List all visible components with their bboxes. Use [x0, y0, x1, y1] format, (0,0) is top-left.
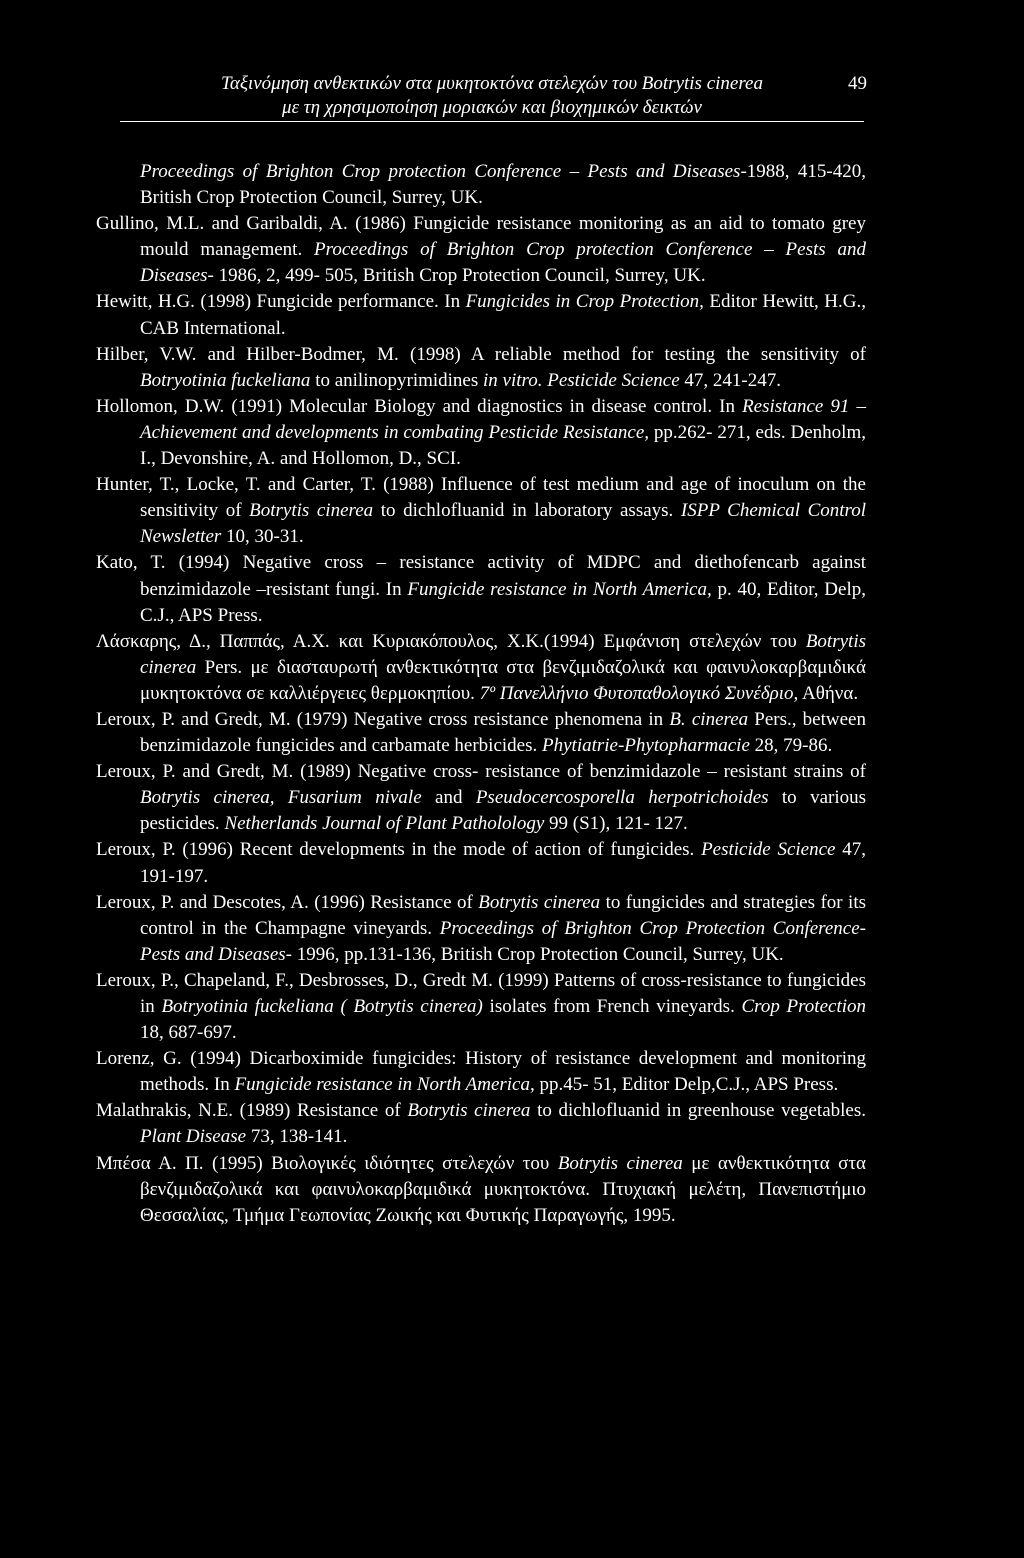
- reference-text: Gullino, M.L. and Garibaldi, A. (1986) Fungicide resistance monitoring as an aid to tomato grey mould management.: [96, 213, 866, 261]
- reference-text: Leroux, P. and Descotes, A. (1996) Resistance of: [96, 891, 479, 913]
- reference-italic-text: Proceedings of Brighton Crop Protection Conference- Pests and Diseases-: [140, 917, 866, 965]
- reference-text: to anilinopyrimidines: [310, 369, 484, 391]
- reference-text: Λάσκαρης, Δ., Παππάς, Α.Χ. και Κυριακόπουλος, Χ.Κ.(1994) Εμφάνιση στελεχών του: [96, 630, 806, 652]
- reference-italic-text: Proceedings of Brighton Crop protection Conference – Pests and Diseases-: [140, 161, 747, 182]
- reference-italic-text: Proceedings of Brighton Crop protection Conference – Pests and Diseases-: [140, 239, 866, 287]
- reference-text: to fungicides and strategies for its control in the Champagne vineyards.: [140, 891, 866, 939]
- reference-text: 73, 138-141.: [246, 1126, 348, 1148]
- reference-italic-text: Pesticide Science: [547, 369, 680, 391]
- reference-text: Hunter, T., Locke, T. and Carter, T. (1988) Influence of test medium and age of inoculum on the sensitivity of: [96, 474, 866, 522]
- reference-italic-text: Botryotinia fuckeliana ( Botrytis cinerea): [161, 996, 483, 1017]
- reference-italic-text: Botrytis cinerea: [249, 500, 374, 522]
- reference-text: 99 (S1), 121- 127.: [544, 813, 688, 835]
- reference-italic-text: 7º Πανελλήνιο Φυτοπαθολογικό Συνέδριο,: [479, 682, 799, 704]
- reference-text: Lorenz, G. (1994) Dicarboximide fungicides: History of resistance development and monitoring methods. In: [96, 1048, 866, 1096]
- reference-italic-text: Botrytis cinerea: [478, 891, 601, 913]
- reference-text: Pers., between benzimidazole fungicides and carbamate herbicides.: [140, 708, 866, 757]
- reference-text: 1988, 415-420, British Crop Protection Council, Surrey, UK.: [140, 161, 867, 209]
- reference-text: Hewitt, H.G. (1998) Fungicide performance. In: [96, 291, 466, 313]
- reference-text: Leroux, P. and Gredt, M. (1989) Negative cross- resistance of benzimidazole – resistant strains of: [96, 761, 866, 783]
- reference-entry: [96, 1046, 866, 1098]
- running-header: [120, 72, 864, 122]
- reference-italic-text: Botrytis cinerea, Fusarium nivale: [140, 787, 422, 809]
- reference-italic-text: Plant Disease: [140, 1126, 247, 1148]
- reference-entry: [96, 890, 866, 968]
- reference-text: pp.45- 51, Editor Delp,C.J., APS Press.: [534, 1074, 839, 1096]
- reference-text: Leroux, P. and Gredt, M. (1979) Negative cross resistance phenomena in: [96, 708, 670, 730]
- reference-italic-text: Crop Protection: [741, 996, 867, 1017]
- reference-text: to dichlofluanid in greenhouse vegetables.: [530, 1100, 867, 1122]
- reference-entry: [96, 472, 866, 550]
- reference-text: Editor Hewitt, H.G., CAB International.: [140, 291, 866, 339]
- reference-text: 47, 191-197.: [140, 839, 866, 887]
- reference-list: [96, 159, 866, 1229]
- reference-italic-text: Resistance 91 – Achievement and developments in combating Pesticide Resistance,: [140, 395, 866, 443]
- reference-text: 47, 241-247.: [679, 369, 781, 391]
- reference-entry: [96, 342, 866, 394]
- reference-entry: [96, 707, 866, 759]
- reference-italic-text: Botrytis cinerea: [407, 1100, 531, 1122]
- page-number: 49: [848, 73, 867, 94]
- reference-text: Malathrakis, N.E. (1989) Resistance of: [96, 1100, 408, 1122]
- reference-text: με ανθεκτικότητα στα βενζιμιδαζολικά και φαινυλοκαρβαμιδικά μυκητοκτόνα. Πτυχιακή μελέτη, Πανεπιστήμιο Θεσσαλίας, Τμήμα Γεωπονίας Ζωικής και Φυτικής Παραγωγής, 1995.: [140, 1152, 867, 1226]
- reference-italic-text: Netherlands Journal of Plant Patholology: [224, 813, 545, 835]
- reference-text: to dichlofluanid in laboratory assays.: [373, 500, 681, 522]
- reference-italic-text: Fungicide resistance in North America,: [234, 1074, 535, 1096]
- reference-text: Kato, T. (1994) Negative cross – resistance activity of MDPC and diethofencarb against benzimidazole –resistant fungi. In: [96, 552, 866, 600]
- reference-text: to various pesticides.: [140, 787, 866, 835]
- reference-text: Pers. με διασταυρωτή ανθεκτικότητα στα βενζιμιδαζολικά και φαινυλοκαρβαμιδικά μυκητοκτόνα σε καλλιέργειες θερμοκηπίου.: [140, 656, 866, 704]
- reference-italic-text: Botrytis cinerea: [140, 630, 866, 678]
- reference-italic-text: Fungicide resistance in North America,: [407, 578, 712, 600]
- reference-text: 18, 687-697.: [140, 1022, 237, 1044]
- header-title-line2: με τη χρησιμοποίηση μοριακών και βιοχημικών δεικτών: [282, 97, 702, 118]
- reference-text: Leroux, P., Chapeland, F., Desbrosses, D., Gredt M. (1999) Patterns of cross-resistance to fungicides in: [96, 969, 866, 1017]
- reference-entry: [96, 1151, 866, 1229]
- reference-text: Hilber, V.W. and Hilber-Bodmer, M. (1998) A reliable method for testing the sensitivity of: [96, 343, 866, 365]
- reference-text: Hollomon, D.W. (1991) Molecular Biology and diagnostics in disease control. In: [96, 395, 743, 417]
- reference-italic-text: in vitro.: [483, 369, 543, 391]
- reference-entry: [96, 629, 866, 707]
- reference-text: p. 40, Editor, Delp, C.J., APS Press.: [140, 578, 866, 626]
- reference-italic-text: ISPP Chemical Control Newsletter: [140, 500, 866, 548]
- reference-entry: [96, 968, 866, 1046]
- reference-entry: [96, 550, 866, 628]
- reference-entry: [96, 1098, 866, 1150]
- reference-text: 10, 30-31.: [221, 526, 304, 548]
- reference-entry: [96, 759, 866, 837]
- reference-italic-text: Pseudocercosporella herpotrichoides: [475, 787, 769, 809]
- reference-entry: [96, 837, 866, 889]
- reference-entry: [96, 289, 866, 341]
- reference-entry: [96, 394, 866, 472]
- reference-text: Μπέσα Α. Π. (1995) Βιολογικές ιδιότητες στελεχών του: [96, 1152, 558, 1174]
- reference-italic-text: Botrytis cinerea: [557, 1152, 683, 1174]
- reference-text: Leroux, P. (1996) Recent developments in the mode of action of fungicides.: [96, 839, 702, 861]
- reference-text: 1986, 2, 499- 505, British Crop Protection Council, Surrey, UK.: [213, 265, 706, 287]
- reference-entry: [96, 211, 866, 289]
- reference-text: Αθήνα.: [798, 682, 859, 704]
- reference-italic-text: Fungicides in Crop Protection,: [465, 291, 704, 313]
- reference-text: 28, 79-86.: [749, 735, 833, 757]
- reference-text: and: [421, 787, 476, 809]
- header-title-line1: Ταξινόμηση ανθεκτικών στα μυκητοκτόνα στελεχών του Botrytis cinerea: [221, 73, 763, 94]
- reference-italic-text: Pesticide Science: [701, 839, 836, 861]
- reference-text: 1996, pp.131-136, British Crop Protection Council, Surrey, UK.: [291, 943, 784, 965]
- reference-italic-text: B. cinerea: [669, 708, 749, 730]
- reference-italic-text: Phytiatrie-Phytopharmacie: [542, 735, 750, 757]
- reference-entry: [96, 159, 866, 211]
- reference-italic-text: Botryotinia fuckeliana: [140, 369, 311, 391]
- reference-text: pp.262- 271, eds. Denholm, I., Devonshire, A. and Hollomon, D., SCI.: [140, 421, 866, 470]
- reference-text: isolates from French vineyards.: [482, 996, 742, 1017]
